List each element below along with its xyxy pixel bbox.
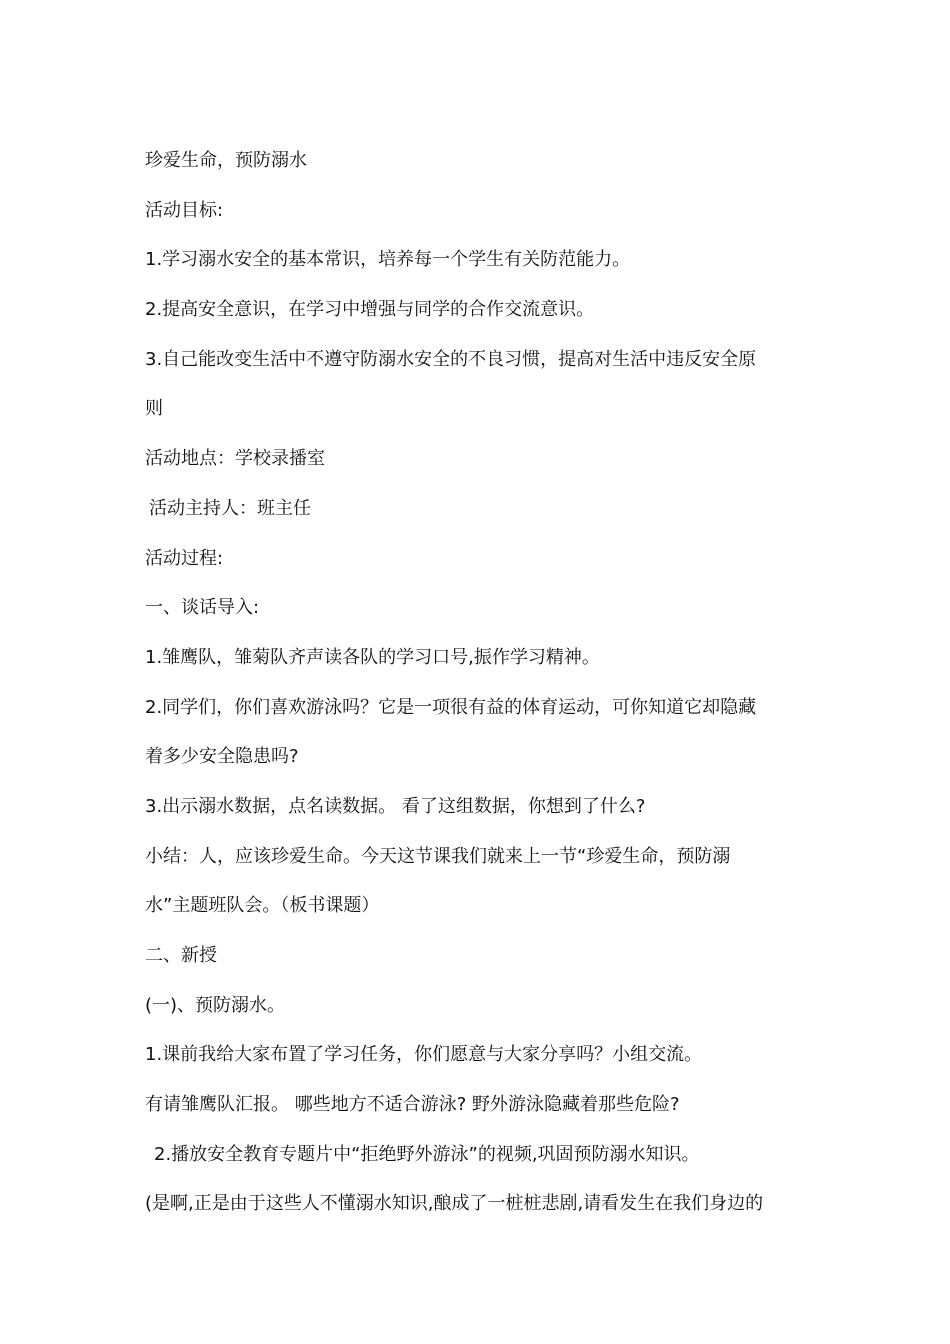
section-heading-process: 活动过程: <box>145 547 224 569</box>
activity-location: 活动地点：学校录播室 <box>145 448 325 470</box>
goal-item-1: 1.学习溺水安全的基本常识，培养每一个学生有关防范能力。 <box>145 249 631 271</box>
summary-paragraph-continued: 水”主题班队会。（板书课题） <box>145 895 380 917</box>
section-heading-intro: 一、谈话导入: <box>145 597 260 619</box>
lesson-item-2: 2.播放安全教育专题片中“拒绝野外游泳”的视频,巩固预防溺水知识。 <box>154 1143 700 1165</box>
lesson-item-2-detail: (是啊,正是由于这些人不懂溺水知识,酿成了一桩桩悲剧,请看发生在我们身边的 <box>145 1193 764 1215</box>
activity-host: 活动主持人：班主任 <box>149 497 311 519</box>
lesson-item-1-detail: 有请雏鹰队汇报。 哪些地方不适合游泳? 野外游泳隐藏着那些危险? <box>145 1094 680 1116</box>
goal-item-2: 2.提高安全意识，在学习中增强与同学的合作交流意识。 <box>145 299 595 321</box>
section-heading-goals: 活动目标: <box>145 199 224 221</box>
section-heading-new-lesson: 二、新授 <box>145 945 217 966</box>
summary-paragraph: 小结：人，应该珍爱生命。今天这节课我们就来上一节“珍爱生命，预防溺 <box>145 845 731 867</box>
subsection-heading-prevention: (一)、预防溺水。 <box>145 994 286 1016</box>
goal-item-3: 3.自己能改变生活中不遵守防溺水安全的不良习惯，提高对生活中违反安全原 <box>145 348 757 370</box>
intro-item-3: 3.出示溺水数据，点名读数据。 看了这组数据，你想到了什么? <box>145 795 646 817</box>
document-body <box>145 136 815 1229</box>
goal-item-3-continued: 则 <box>145 398 163 420</box>
intro-item-2: 2.同学们，你们喜欢游泳吗？它是一项很有益的体育运动，可你知道它却隐藏 <box>145 696 757 718</box>
intro-item-2-continued: 着多少安全隐患吗? <box>145 746 299 768</box>
lesson-item-1: 1.课前我给大家布置了学习任务，你们愿意与大家分享吗？小组交流。 <box>145 1044 703 1066</box>
intro-item-1: 1.雏鹰队，雏菊队齐声读各队的学习口号,振作学习精神。 <box>145 646 600 668</box>
document-title: 珍爱生命，预防溺水 <box>145 150 307 171</box>
